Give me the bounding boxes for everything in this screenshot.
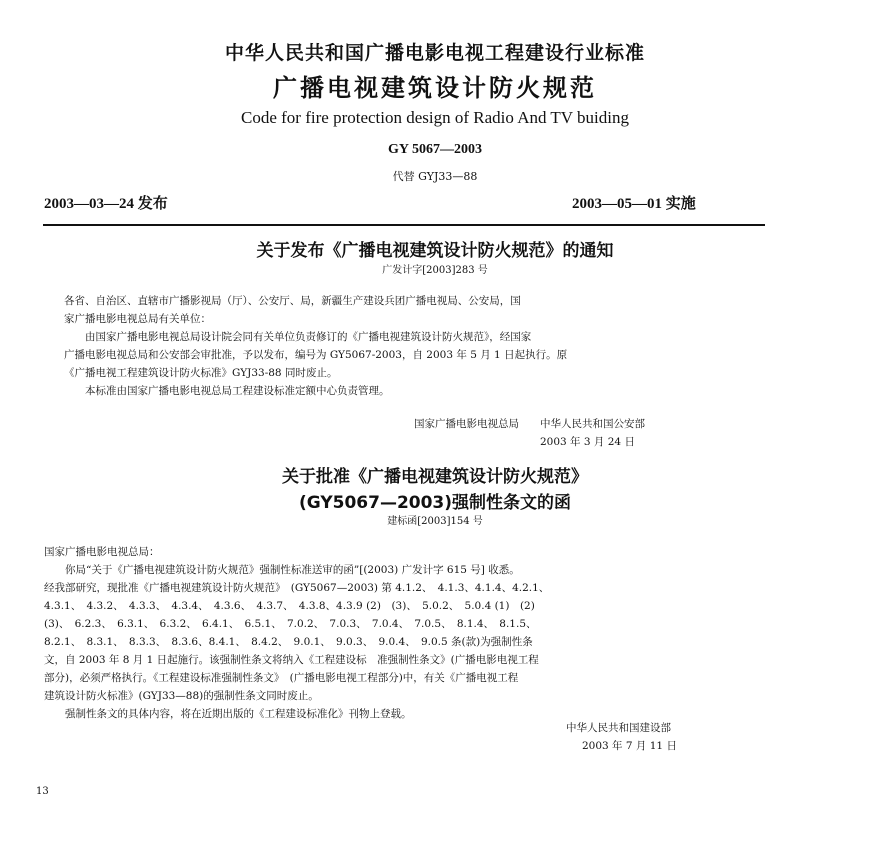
text-line: 由国家广播电影电视总局设计院会同有关单位负责修订的《广播电视建筑设计防火规范》，经国家 (85, 331, 532, 343)
text-line: 你局“关于《广播电视建筑设计防火规范》强制性标准送审的函”[(2003) 广发计字 615 号] 收悉。 (65, 564, 520, 576)
document-title-en: Code for fire protection design of Radio And TV buiding (241, 108, 629, 127)
text-line: 各省、自治区、直辖市广播影视局（厅）、公安厅、局，新疆生产建设兵团广播电视局、公安局，国 (64, 295, 521, 307)
effective-date: 2003—05—01 实施 (572, 196, 696, 212)
notice2-title-line1: 关于批准《广播电视建筑设计防火规范》 (282, 467, 588, 487)
text-line: 建筑设计防火标准》(GYJ33—88)的强制性条文同时废止。 (44, 690, 319, 702)
text-line: 国家广播电影电视总局： (44, 546, 160, 558)
text-line: 《广播电视工程建筑设计防火标准》GYJ33-88 同时废止。 (64, 367, 338, 379)
text-line: 家广播电影电视总局有关单位： (64, 313, 211, 325)
text-line: 文，自 2003 年 8 月 1 日起施行。该强制性条文将纳入《工程建设标 准强制性条文》(广播电影电视工程 (44, 654, 539, 666)
notice1-title: 关于发布《广播电视建筑设计防火规范》的通知 (256, 241, 614, 261)
text-line: 经我部研究，现批准《广播电视建筑设计防火规范》 (GY5067—2003) 第 4.1.2、 4.1.3、4.1.4、4.2.1、 (44, 582, 550, 594)
notice1-signatories: 国家广播电影电视总局 中华人民共和国公安部 (414, 418, 645, 430)
notice1-date: 2003 年 3 月 24 日 (540, 436, 635, 448)
text-line: (3)、 6.2.3、 6.3.1、 6.3.2、 6.4.1、 6.5.1、 7.0.2、 7.0.3、 7.0.4、 7.0.5、 8.1.4、 8.1.5、 (44, 618, 537, 630)
text-line: 4.3.1、 4.3.2、 4.3.3、 4.3.4、 4.3.6、 4.3.7、 4.3.8、4.3.9 (2) (3)、 5.0.2、 5.0.4 (1) (2) (44, 600, 535, 612)
standard-code: GY 5067—2003 (388, 142, 482, 157)
text-line: 本标准由国家广播电影电视总局工程建设标准定额中心负责管理。 (85, 385, 390, 397)
header-divider (43, 224, 765, 226)
replaces-code: 代替 GYJ33—88 (392, 170, 478, 183)
text-line: 强制性条文的具体内容，将在近期出版的《工程建设标准化》刊物上登载。 (65, 708, 412, 720)
notice2-doc-number: 建标函[2003]154 号 (387, 516, 483, 527)
text-line: 8.2.1、 8.3.1、 8.3.3、 8.3.6、8.4.1、 8.4.2、 9.0.1、 9.0.3、 9.0.4、 9.0.5 条(款)为强制性条 (44, 636, 533, 648)
text-line: 广播电影电视总局和公安部会审批准，予以发布，编号为 GY5067-2003，自 2003 年 5 月 1 日起执行。原 (64, 349, 568, 361)
document-title-cn: 广播电视建筑设计防火规范 (273, 74, 597, 102)
notice2-signatory: 中华人民共和国建设部 (566, 722, 671, 734)
notice2-date: 2003 年 7 月 11 日 (582, 740, 677, 752)
notice2-title-line2: (GY5067—2003)强制性条文的函 (298, 493, 572, 513)
notice1-doc-number: 广发计字[2003]283 号 (382, 265, 488, 276)
text-line: 部分)，必须严格执行。《工程建设标准强制性条文》 (广播电影电视工程部分)中，有关《广播电视工程 (44, 672, 519, 684)
notice1-body (64, 292, 567, 400)
page-number: 13 (36, 786, 49, 797)
notice2-body (44, 543, 549, 723)
issue-date: 2003—03—24 发布 (44, 196, 168, 212)
industry-standard-title: 中华人民共和国广播电影电视工程建设行业标准 (224, 42, 645, 64)
